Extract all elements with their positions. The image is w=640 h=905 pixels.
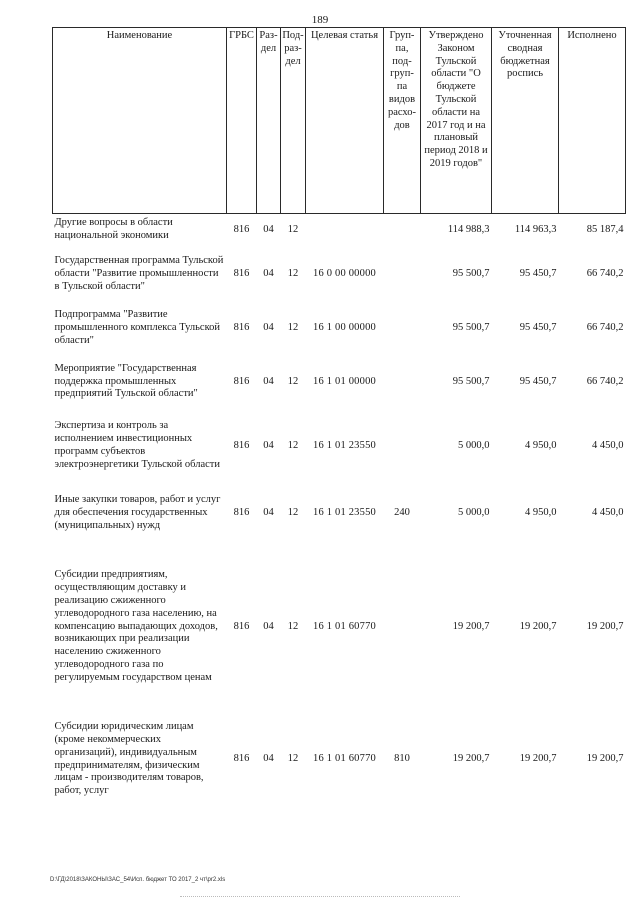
row-razdel: 04 <box>263 375 274 387</box>
page-number: 189 <box>311 14 329 26</box>
row-podrazdel: 12 <box>287 223 299 235</box>
row-name: Государственная программа Тульской области "Развитие промышленности в Тульской области" <box>54 255 224 292</box>
row-razdel: 04 <box>263 223 274 235</box>
budget-table <box>52 27 626 810</box>
row-target-article: 16 1 00 00000 <box>313 322 376 334</box>
table-row <box>53 214 626 247</box>
row-target-article: 16 0 00 00000 <box>313 268 376 280</box>
row-approved: 95 500,7 <box>452 375 490 387</box>
row-grbs: 816 <box>233 322 250 334</box>
header-row <box>53 28 626 214</box>
row-executed: 85 187,4 <box>586 223 624 235</box>
row-name: Другие вопросы в области национальной экономики <box>54 217 173 242</box>
row-approved: 19 200,7 <box>452 753 490 765</box>
row-approved: 19 200,7 <box>452 620 490 632</box>
table-row <box>53 410 626 483</box>
row-executed: 19 200,7 <box>586 753 624 765</box>
row-razdel: 04 <box>263 620 274 632</box>
table-row <box>53 355 626 410</box>
header-grbs: ГРБС <box>227 28 257 214</box>
row-target-article: 16 1 01 23550 <box>313 439 376 451</box>
row-executed: 66 740,2 <box>586 268 624 280</box>
row-expense-group <box>384 214 421 247</box>
row-executed: 66 740,2 <box>586 322 624 334</box>
row-name: Мероприятие "Государственная поддержка промышленных предприятий Тульской области" <box>54 362 198 400</box>
row-name: Субсидии предприятиям, осуществляющим доставку и реализацию сжиженного углеводородного газа населению, на компенсацию выпадающих доходов, возникающих при реализации населению сжиженного углеводородного газа по регулируемым государством ценам <box>54 569 218 683</box>
row-podrazdel: 12 <box>287 507 299 519</box>
header-expense-group: Груп-па, под-груп-па видов расхо-дов <box>384 28 421 214</box>
header-razdel: Раз-дел <box>257 28 281 214</box>
row-approved: 95 500,7 <box>452 322 490 334</box>
row-name: Подпрограмма "Развитие промышленного комплекса Тульской области" <box>54 309 221 346</box>
row-approved: 114 988,3 <box>447 223 490 235</box>
row-refined: 4 950,0 <box>525 507 557 519</box>
row-razdel: 04 <box>263 322 274 334</box>
row-target-article: 16 1 01 60770 <box>313 753 376 765</box>
row-razdel: 04 <box>263 439 274 451</box>
row-expense-group <box>384 303 421 355</box>
row-expense-group <box>384 545 421 710</box>
row-expense-group <box>384 355 421 410</box>
table-row <box>53 710 626 810</box>
row-podrazdel: 12 <box>287 268 299 280</box>
row-executed: 4 450,0 <box>592 439 624 451</box>
row-expense-group <box>384 410 421 483</box>
row-grbs: 816 <box>233 223 250 235</box>
row-grbs: 816 <box>233 268 250 280</box>
row-refined: 114 963,3 <box>514 223 557 235</box>
table-row <box>53 247 626 303</box>
row-refined: 95 450,7 <box>519 322 557 334</box>
row-grbs: 816 <box>233 620 250 632</box>
header-target-article: Целевая статья <box>306 28 384 214</box>
header-approved: Утверждено Законом Тульской области "О бюджете Тульской области на 2017 год и на плановый период 2018 и 2019 годов" <box>421 28 492 214</box>
row-grbs: 816 <box>233 753 250 765</box>
row-target-article <box>306 214 384 247</box>
header-refined: Уточненная сводная бюджетная роспись <box>492 28 559 214</box>
row-razdel: 04 <box>263 753 274 765</box>
row-podrazdel: 12 <box>287 620 299 632</box>
row-executed: 4 450,0 <box>592 507 624 519</box>
table-row <box>53 545 626 710</box>
row-podrazdel: 12 <box>287 439 299 451</box>
row-refined: 19 200,7 <box>519 620 557 632</box>
row-refined: 19 200,7 <box>519 753 557 765</box>
row-executed: 19 200,7 <box>586 620 624 632</box>
row-target-article: 16 1 01 60770 <box>313 620 376 632</box>
row-target-article: 16 1 01 00000 <box>313 375 376 387</box>
row-podrazdel: 12 <box>287 375 299 387</box>
row-approved: 95 500,7 <box>452 268 490 280</box>
row-name: Экспертиза и контроль за исполнением инвестиционных программ субъектов электроэнергетики Тульской области <box>54 420 220 470</box>
row-grbs: 816 <box>233 439 250 451</box>
header-executed: Исполнено <box>559 28 626 214</box>
row-refined: 95 450,7 <box>519 268 557 280</box>
table-row <box>53 483 626 545</box>
row-expense-group: 240 <box>394 507 410 519</box>
row-razdel: 04 <box>263 507 274 519</box>
row-target-article: 16 1 01 23550 <box>313 507 376 519</box>
row-executed: 66 740,2 <box>586 375 624 387</box>
row-podrazdel: 12 <box>287 753 299 765</box>
footer-divider <box>180 896 460 897</box>
row-grbs: 816 <box>233 375 250 387</box>
row-razdel: 04 <box>263 268 274 280</box>
row-approved: 5 000,0 <box>458 507 490 519</box>
row-refined: 95 450,7 <box>519 375 557 387</box>
row-approved: 5 000,0 <box>458 439 490 451</box>
row-expense-group <box>384 247 421 303</box>
table-row <box>53 303 626 355</box>
row-podrazdel: 12 <box>287 322 299 334</box>
header-podrazdel: Под-раз-дел <box>281 28 306 214</box>
header-name: Наименование <box>53 28 227 214</box>
row-expense-group: 810 <box>394 753 410 765</box>
row-refined: 4 950,0 <box>525 439 557 451</box>
row-name: Субсидии юридическим лицам (кроме некоммерческих организаций), индивидуальным предпринимателям, физическим лицам - производителям товаров, работ, услуг <box>54 721 204 797</box>
row-name: Иные закупки товаров, работ и услуг для обеспечения государственных (муниципальных) нужд <box>54 494 221 531</box>
row-grbs: 816 <box>233 507 250 519</box>
file-path-footer: D:\ГД\2018\ЗАКОНЫ\ЗАС_54\Исп. бюджет ТО 2017_2 чт\pr2.xls <box>50 877 226 883</box>
